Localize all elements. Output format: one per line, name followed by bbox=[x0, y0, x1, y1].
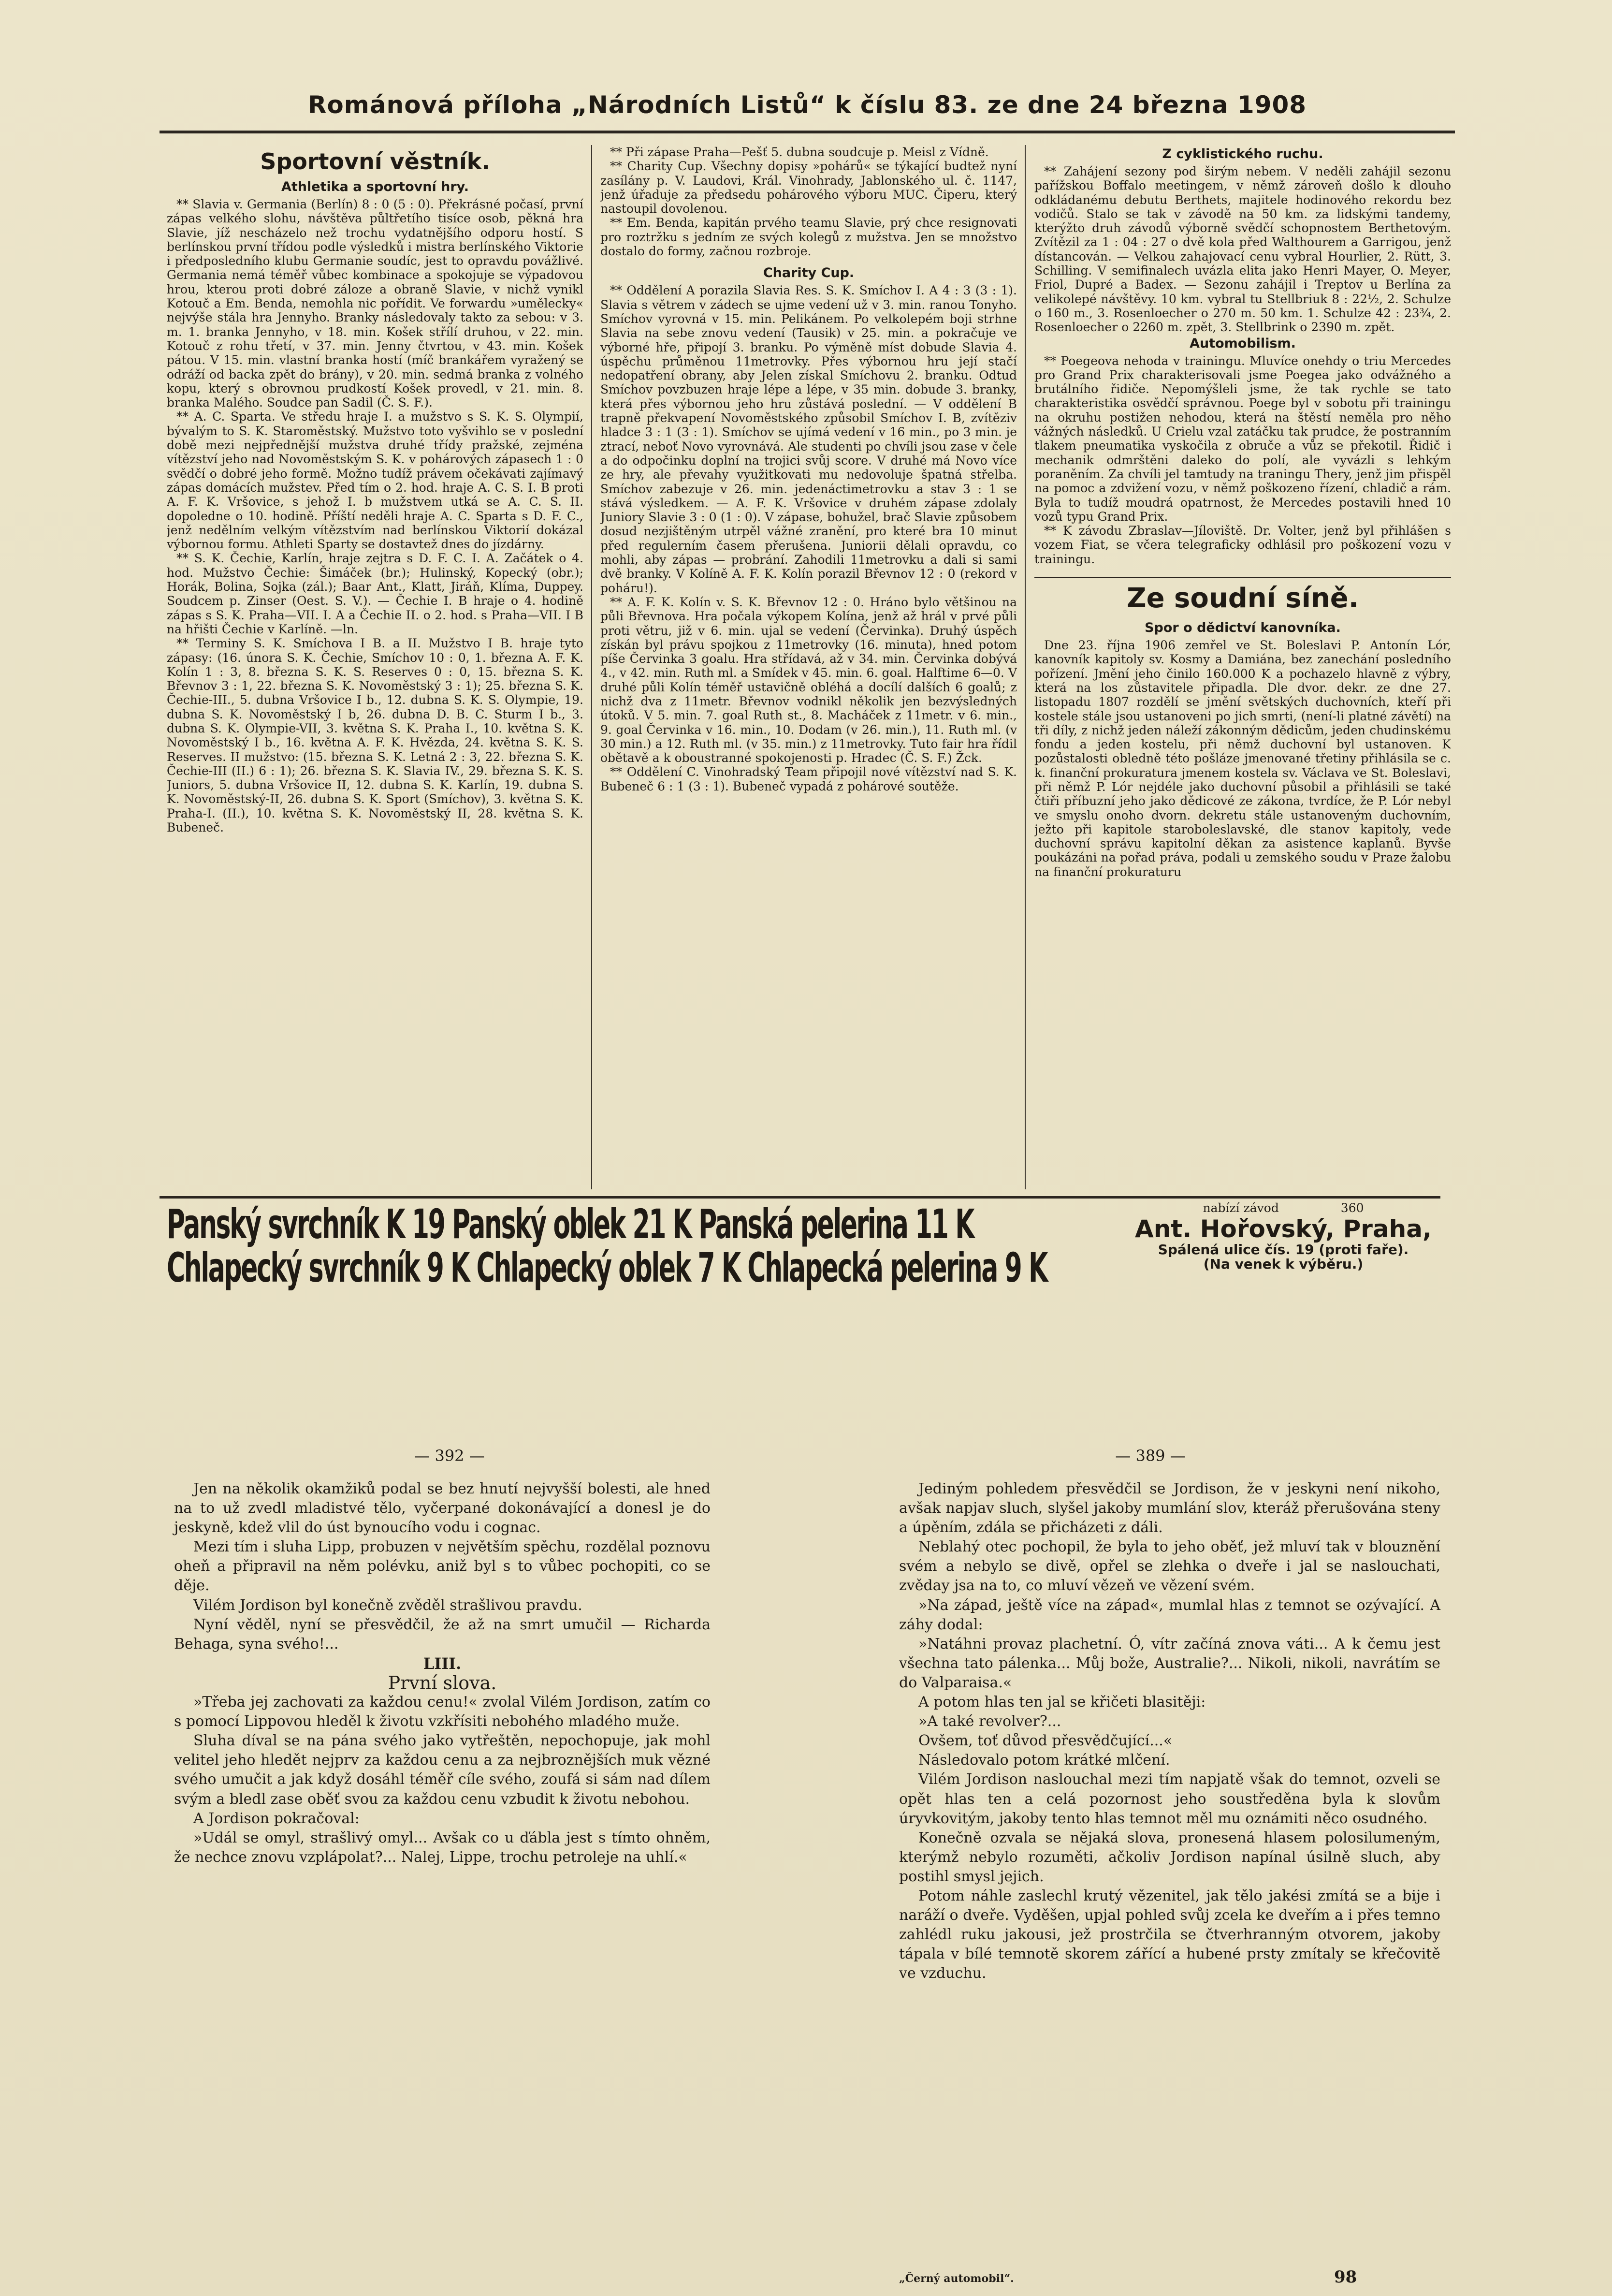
header-rule bbox=[160, 131, 1455, 133]
novel-paragraph: »Udál se omyl, strašlivý omyl... Avšak co u ďábla jest s tímto ohněm, že nechce znovu vzplápolat?... Nalej, Lippe, trochu petroleje na uhlí.« bbox=[174, 1829, 711, 1866]
novel-paragraph: Ovšem, toť důvod přesvědčující...« bbox=[918, 1732, 1173, 1750]
novel-paragraph: Následovalo potom krátké mlčení. bbox=[918, 1752, 1170, 1769]
novel-paragraph: Potom náhle zaslechl krutý vězenitel, jak tělo jakési zmítá se a bije i naráží o dveře. Vyděšen, upjal pohled svůj zcela ke dveřím a i přes temno zahlédl ruku jakousi, jež prostrčila se čtverhranným otvorem, jakoby tápala v bílé temnotě skorem zářící a hubené prsty zmítaly se křečovitě ve vzduchu. bbox=[899, 1887, 1440, 1982]
novel-paragraph: Vilém Jordison byl konečně zvěděl strašlivou pravdu. bbox=[193, 1596, 582, 1614]
article-paragraph: ** A. F. K. Kolín v. S. K. Břevnov 12 : 0. Hráno bylo většinou na půli Břevnova. Hra počala výkopem Kolína, jenž až hrál v prvé půli proti větru, již v 6. min. ujal se vedení (Červinka). Druhý úspěch získán byl právu spojkou z 11metrovky (16. minuta), hned potom píše Červinka 3 goalu. Hra střídavá, až v 34. min. Červinka dobývá 4., v 42. min. Ruth ml. a Smídek v 45. min. 6. goal. Halftime 6—0. V druhé půli Kolín téměř ustavičně obléhá a docílí dalších 6 goalů; z nichž dva z 11metr. Břevnov vodnikl několik jen bezvýsledných útoků. V 5. min. 7. goal Ruth st., 8. Macháček z 11metr. v 6. min., 9. goal Červinka v 16. min., 10. Dodam (v 26. min.), 11. Ruth ml. (v 30 min.) a 12. Ruth ml. (v 35. min.) z 11metrovky. Tuto fair hra řídil obětavě a k oboustranné spokojenosti p. Hradec (Č. S. F.) Žck. bbox=[600, 595, 1017, 765]
ad-note: (Na venek k výběru.) bbox=[1203, 1256, 1364, 1272]
novel-paragraph: A potom hlas ten jal se křičeti blasitěji: bbox=[918, 1694, 1206, 1711]
novel-paragraph: Sluha díval se na pána svého jako vytřeštěn, nepochopuje, jak mohl velitel jeho hledět nejprv za každou cenu a za nejbroznějších muk vězné svého umučit a jak když dosáhl téměř cíle svého, zoufá si sám nad dílem svým a bledl zase oběť svou za každou cenu vzbudit k životu nebohou. bbox=[174, 1732, 711, 1808]
novel-footer-title: „Černý automobil“. bbox=[899, 2272, 1014, 2285]
chapter-number: LIII. bbox=[423, 1654, 462, 1673]
right-column bbox=[1034, 145, 1451, 1185]
column-divider bbox=[591, 145, 592, 1189]
novel-paragraph: A Jordison pokračoval: bbox=[193, 1810, 360, 1827]
novel-right-page bbox=[899, 1479, 1440, 1983]
novel-paragraph: Nyní věděl, nyní se přesvědčil, že až na smrt umučil — Richarda Behaga, syna svého!... bbox=[174, 1616, 711, 1653]
novel-left-page bbox=[174, 1479, 711, 1867]
article-paragraph: ** Terminy S. K. Smíchova I B. a II. Mužstvo I B. hraje tyto zápasy: (16. února S. K. Čechie, Smíchov 10 : 0, 1. března A. F. K. Kolín 1 : 3, 8. března S. K. S. Reserves 0 : 0, 15. března S. K. Břevnov 3 : 1, 22. března S. K. Novoměstský 3 : 1); 25. března S. K. Čechie-III., 5. dubna Vršovice I b., 12. dubna S. K. S. Olympie, 19. dubna S. K. Novoměstský I b, 26. dubna D. B. C. Sturm I b., 3. dubna S. K. Olympie-VII, 3. května S. K. Praha I., 10. května S. K. Novoměstský I b., 16. května A. F. K. Hvězda, 24. května S. K. S. Reserves. II mužstvo: (15. března S. K. Letná 2 : 3, 22. března S. K. Čechie-III (II.) 6 : 1); 26. března S. K. Slavia IV., 29. března S. K. S. Juniors, 5. dubna Vršovice II, 12. dubna S. K. Karlín, 19. dubna S. K. Novoměstský-II, 26. dubna S. K. Sport (Smíchov), 3. května S. K. Praha-I. (II.), 10. května S. K. Novoměstský II, 28. května S. K. Bubeneč. bbox=[167, 636, 583, 835]
novel-paragraph: Jediným pohledem přesvědčil se Jordison, že v jeskyni není nikoho, avšak napjav sluch, slyšel jakoby mumlání slov, kteráž přerušována steny a úpěním, zdála se přicházeti z dáli. bbox=[899, 1480, 1440, 1536]
sport-column bbox=[167, 145, 583, 1189]
novel-paragraph: Neblahý otec pochopil, že byla to jeho oběť, jež mluví tak v blouznění svém a nebylo se divě, opřel se zlehka o dveře i jal se naslouchati, zvěday jsa na to, co mluví vězeň ve vězení svém. bbox=[899, 1538, 1440, 1594]
clothing-advertisement bbox=[167, 1201, 1452, 1298]
article-paragraph: ** S. K. Čechie, Karlín, hraje zejtra s D. F. C. I. A. Začátek o 4. hod. Mužstvo Čechie: Šimáček (br.); Hulinský, Kopecký (obr.); Horák, Bolina, Sojka (zál.); Baar Ant., Klatt, Jiráň, Klíma, Duppey. Soudcem p. Zinser (Oest. S. V.). — Čechie I. B hraje o 4. hodině zápas s S. K. Praha—VII. I. A a Čechie II. o 2. hod. s Praha—VII. I B na hřišti Čechie v Karlíně. —ln. bbox=[167, 551, 583, 636]
ad-line: Chlapecký svrchník 9 K Chlapecký oblek 7 K Chlapecká pelerina 9 K bbox=[167, 1244, 1047, 1291]
athletics-heading: Athletika a sportovní hry. bbox=[281, 179, 469, 194]
novel-paragraph: Mezi tím i sluha Lipp, probuzen v největším spěchu, rozdělal poznovu oheň a připravil na něm polévku, aniž byl s to vůbec pochopiti, co se děje. bbox=[174, 1538, 711, 1594]
article-paragraph: ** Při zápase Praha—Pešť 5. dubna soudcuje p. Meisl z Vídně. bbox=[610, 145, 989, 159]
ad-line: Panský svrchník K 19 Panský oblek 21 K Panská pelerina 11 K bbox=[167, 1200, 974, 1248]
ad-offer-line bbox=[1114, 1201, 1452, 1215]
column-divider bbox=[1025, 145, 1026, 1189]
article-paragraph: ** Charity Cup. Všechny dopisy »pohárů« se týkající budtež nyní zasílány p. V. Laudovi, Král. Vinohrady, Jablonského ul. č. 1147, jenž úřaduje za předsedu pohárového výboru MUC. Čiperu, který nastoupil dovolenou. bbox=[600, 159, 1017, 216]
cycling-heading: Z cyklistického ruchu. bbox=[1162, 146, 1323, 161]
article-paragraph: ** Em. Benda, kapitán prvého teamu Slavie, prý chce resignovati pro roztržku s jedním ze svých kolegů z mužstva. Jen se množstvo dostalo do formy, začnou rozbroje. bbox=[600, 216, 1017, 259]
novel-paragraph: »Natáhni provaz plachetní. Ó, vítr začíná znova váti... A k čemu jest všechna tato pálenka... Můj bože, Australie?... Nikoli, nikoli, navrátím se do Valparaisa.« bbox=[899, 1635, 1440, 1691]
charity-cup-heading: Charity Cup. bbox=[763, 265, 855, 281]
article-paragraph: ** Zahájení sezony pod širým nebem. V neděli zahájil sezonu pařížskou Boffalo meetingem, v němž zároveň došlo k dlouho odkládanému debutu Berthets, majitele hodinového rekordu bez vodičů. Stalo se tak v závodě na 50 km. za lidskými tandemy, kterýžto druh závodů výborně svědčí schopnostem Berthetovým. Zvítězil za 1 : 04 : 27 o dvě kola před Walthourem a Garrigou, jenž dístancován. — Velkou zahajovací cenu vybral Hourlier, 2. Rütt, 3. Schilling. V semifinalech uvázla elita jako Henri Mayer, O. Meyer, Friol, Dupré a Badex. — Sezonu zahájil i Treptov u Berlína za velikolepé návštěvy. 10 km. vybral tu Stellbriuk 8 : 22½, 2. Schulze o 160 m., 3. Rosenloecher o 270 m. 50 km. 1. Schulze 42 : 23¾, 2. Rosenloecher o 2260 m. zpět, 3. Stellbrink o 2390 m. zpět. bbox=[1034, 164, 1451, 335]
novel-paragraph: »A také revolver?... bbox=[918, 1713, 1061, 1730]
ad-offer: nabízí závod bbox=[1203, 1201, 1279, 1215]
folio-number: 98 bbox=[1334, 2267, 1357, 2287]
article-paragraph: ** Oddělení A porazila Slavia Res. S. K. Smíchov I. A 4 : 3 (3 : 1). Slavia s větrem v zádech se ujme vedení už v 3. min. ranou Tonyho. Smíchov vyrovná v 15. min. Pelikánem. Po velkolepém boji strhne Slavia na sebe znovu vedení (Tausik) v 25. min. a pokračuje ve výborné hře, připojí 3. branku. Po výměně míst dobude Slavia 4. úspěchu průměnou 11metrovky. Přes výbornou hru její stačí nedopatření obrany, aby Jelen získal Smíchovu 2. branku. Odtud Smíchov povzbuzen hraje lépe a lépe, v 35 min. dobude 3. branky, která přes výbornou jeho hru zůstává poslední. — V oddělení B trapně překvapení Novoměstského způsobil Smíchov I. B, zvítěziv hladce 3 : 1 (3 : 1). Smíchov se ujímá vedení v 16 min., po 3 min. je ztrací, neboť Novo vyrovnává. Ale studenti po chvíli jsou zase v čele a do odpočinku doplní na trojici svůj score. V druhé má Novo více ze hry, ale převahy využitkovati mu nedovoluje špatná střelba. Smíchov zabezuje v 26. min. jedenáctimetrovku a stav 3 : 1 se stává výsledkem. — A. F. K. Vršovice v druhém zápase zdolaly Juniory Slavie 3 : 0 (1 : 0). V zápase, bohužel, brač Slavie způsobem dosud nezjištěným utrpěl vážné zranění, pro které bra 10 minut před regulerním časem přerušena. Juniorii dělali opravdu, co mohli, aby zápas — probrání. Zahodili 11metrovku a dali si sami dvě branky. V Kolíně A. F. K. Kolín porazil Břevnov 12 : 0 (rekord v poháru!). bbox=[600, 283, 1017, 595]
chapter-title: První slova. bbox=[388, 1672, 497, 1694]
novel-paragraph: »Na západ, ještě více na západ«, mumlal hlas z temnot se ozývající. A záhy dodal: bbox=[899, 1596, 1440, 1633]
article-paragraph: ** K závodu Zbraslav—Jíloviště. Dr. Volter, jenž byl přihlášen s vozem Fiat, se včera telegraficky odhlásil pro poškození vozu v trainingu. bbox=[1034, 524, 1451, 566]
ad-firm-block bbox=[1114, 1201, 1452, 1272]
article-paragraph: ** Oddělení C. Vinohradský Team připojil nové vítězství nad S. K. Bubeneč 6 : 1 (3 : 1). Bubeneč vypadá z pohárové soutěže. bbox=[600, 765, 1017, 793]
ad-rule bbox=[160, 1196, 1440, 1199]
page-header: Románová příloha „Národních Listů“ k číslu 83. ze dne 24 března 1908 bbox=[307, 91, 1307, 119]
novel-paragraph: Jen na několik okamžiků podal se bez hnutí nejvyšší bolesti, ale hned na to už zvedl mladistvé tělo, vyčerpané dokonávající a donesl je do jeskyně, kdež vlil do úst bynoucího vodu i cognac. bbox=[174, 1480, 711, 1536]
article-paragraph: ** A. C. Sparta. Ve středu hraje I. a mužstvo s S. K. S. Olympií, bývalým to S. K. Staroměstský. Mužstvo toto vyšvihlo se v poslední době mezi nejpřednější mužstva druhé třídy pražské, zejména vítězství jeho nad Novoměstským S. K. v pohárových zápasech 1 : 0 svědčí o dobré jeho formě. Možno tudíž právem očekávati zajímavý zápas domácích mužstev. Před tím o 2. hod. hraje A. C. S. I. B proti A. F. K. Vršovice, s jehož I. b mužstvem utká se A. C. S. II. dopoledne o 10. hodině. Příští neděli hraje A. C. Sparta s D. F. C., jenž nedělním velkým vítězstvím nad berlínskou Viktorií dokázal výbornou formu. Athleti Sparty se dostavtež dnes do jízdárny. bbox=[167, 409, 583, 552]
article-paragraph: ** Poegeova nehoda v trainingu. Mluvíce onehdy o triu Mercedes pro Grand Prix charakterisovali jsme Poegea jako odvážného a brutálního řidiče. Nepomýšleli jsme, že tak rychle se tato charakteristika osvědčí správnou. Poege byl v sobotu při trainingu na okruhu postižen nehodou, která na štěstí neměla pro něho vážných následků. U Crielu vzal zatáčku tak prudce, že postranním tlakem pneumatika vyskočila z obruče a vůz se překotil. Řidič i mechanik odmrštěni daleko do polí, ale vyvázli s lehkým poraněním. Za chvíli jel tamtudy na traningu Thery, jenž jim přispěl na pomoc a zdvižení vozu, v němž poškozeno řízení, chladič a rám. Byla to tudíž moudrá opatrnost, že Mercedes postavili hned 10 vozů typu Grand Prix. bbox=[1034, 353, 1451, 524]
novel-paragraph: Konečně ozvala se nějaká slova, pronesená hlasem polosilumeným, kterýmž nebylo rozuměti, ačkoliv Jordison napínal úsilně sluch, aby postihl smysl jejich. bbox=[899, 1829, 1440, 1885]
middle-column bbox=[600, 145, 1017, 1170]
novel-paragraph: Vilém Jordison naslouchal mezi tím napjatě však do temnot, ozveli se opět hlas ten a celá pozornost jeho soustředěna byla k slovům úryvkovitým, jakoby tento hlas temnot měl mu oznámiti něco osudného. bbox=[899, 1771, 1440, 1827]
article-paragraph: Dne 23. října 1906 zemřel ve St. Boleslavi P. Antonín Lór, kanovník kapitoly sv. Kosmy a Damiána, bez zanechání posledního pořízení. Jmění jeho činilo 160.000 K a pochazelo hlavně z výbry, která na los zůstavitele připadla. Dle dvor. dekr. ze dne 27. listopadu 1807 rozdělí se jmění světských duchovních, kteří při kostele stále jsou ustanoveni po jich smrti, (není-li platné závětí) na tři díly, z nichž jeden náleží zákonným dědicům, jeden chudinskému fondu a jeden kostelu, při němž duchovní byl ustanoven. K pozůstalosti obledně této pošláze jmenované třetiny přihlásila se c. k. finanční prokuratura jmenem kostela sv. Václava ve St. Boleslavi, při němž P. Lór nejdéle jako duchovní působil a přihlásili se také čtiři příbuzní jeho jako dědicové ze zákona, tvrdíce, že P. Lór nebyl ve smyslu onoho dvorn. dekretu stále ustanoveným duchovním, ježto při kapitole staroboleslavské, dle stanov kapitoly, vede duchovní správu kapitolní děkan za asistence kaplanů. Byvše poukázáni na pořad práva, podali u zemského soudu v Praze žalobu na finanční prokuraturu bbox=[1034, 638, 1451, 879]
page-number-left: — 392 — bbox=[414, 1447, 485, 1465]
ad-code: 360 bbox=[1340, 1201, 1364, 1215]
ad-firm-name: Ant. Hořovský, Praha, bbox=[1135, 1215, 1432, 1243]
article-paragraph: ** Slavia v. Germania (Berlín) 8 : 0 (5 : 0). Překrásné počasí, první zápas velkého slohu, návštěva půltřetího tisíce osob, pěkná hra Slavie, jíž nescházelo než trochu vydatnějšího odporu hostí. S berlínskou první třídou podle výsledků i mistra berlínského Viktorie i předposledního klubu Germanie soudíc, jest to opravdu povážlivé. Germania nemá téměř vůbec kombinace a spokojuje se výpadovou hrou, kterou proti dobré záloze a obraně Slavie, v nichž vynikl Kotouč a Em. Benda, nemohla nic pořídit. Ve forwardu »umělecky« nejvýše stála hra Jennyho. Branky následovaly takto za sebou: v 3. m. 1. branka Jennyho, v 18. min. Košek střílí druhou, v 22. min. Kotouč z rohu třetí, v 37. min. Jenny čtvrtou, v 43. min. Košek pátou. V 15. min. vlastní branka hostí (míč brankářem vyražený se odráží od backa zpět do brány), v 20. min. sedmá branka z volného kopu, který s obrovnou prudkostí Košek provedl, v 21. min. 8. branka Malého. Soudce pan Sadil (Č. S. F.). bbox=[167, 197, 583, 410]
court-subheading: Spor o dědictví kanovníka. bbox=[1145, 620, 1341, 636]
ad-address: Spálená ulice čís. 19 (proti faře). bbox=[1158, 1242, 1409, 1258]
court-heading: Ze soudní síně. bbox=[1034, 577, 1451, 616]
automobilism-heading: Automobilism. bbox=[1190, 336, 1296, 351]
sport-title: Sportovní věstník. bbox=[260, 148, 490, 175]
novel-paragraph: »Třeba jej zachovati za každou cenu!« zvolal Vilém Jordison, zatím co s pomocí Lippovou hleděl k životu vzkřísiti nebohého mladého muže. bbox=[174, 1694, 711, 1730]
page-number-right: — 389 — bbox=[1115, 1447, 1186, 1465]
